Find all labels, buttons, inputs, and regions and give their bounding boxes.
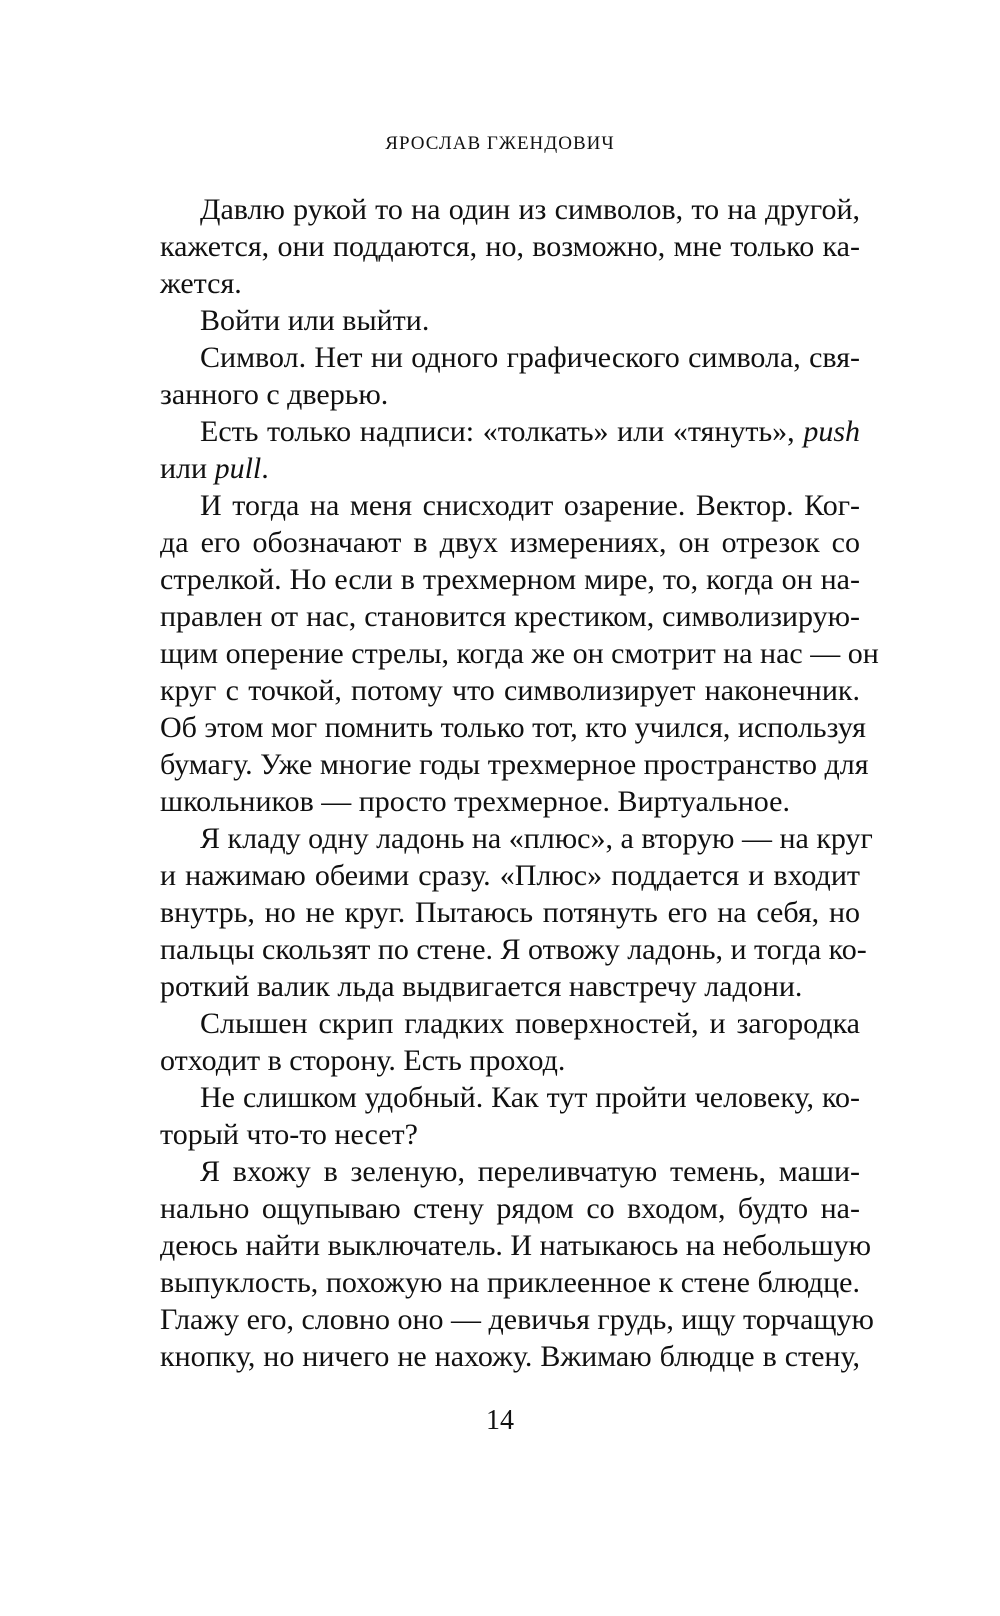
text-line: кажется, они поддаются, но, возможно, мне только ка- xyxy=(160,230,860,263)
text-line: кнопку, но ничего не нахожу. Вжимаю блюдце в стену, xyxy=(160,1340,860,1373)
text-line: деюсь найти выключатель. И натыкаюсь на небольшую xyxy=(160,1229,872,1262)
text-line: И тогда на меня снисходит озарение. Вектор. Ког- xyxy=(200,489,860,522)
text-line: да его обозначают в двух измерениях, он отрезок со xyxy=(160,526,860,559)
text-line: бумагу. Уже многие годы трехмерное пространство для xyxy=(160,748,869,781)
text-line: занного с дверью. xyxy=(160,378,389,411)
text-line: Символ. Нет ни одного графического символа, свя- xyxy=(200,341,860,374)
text-line: внутрь, но не круг. Пытаюсь потянуть его на себя, но xyxy=(160,896,860,929)
text-line: Я кладу одну ладонь на «плюс», а вторую — на круг xyxy=(200,822,873,855)
text-line: Войти или выйти. xyxy=(200,304,430,337)
text-line: Глажу его, словно оно — девичья грудь, ищу торчащую xyxy=(160,1303,874,1336)
running-head: ЯРОСЛАВ ГЖЕНДОВИЧ xyxy=(385,133,615,154)
text-line: щим оперение стрелы, когда же он смотрит на нас — он xyxy=(160,637,879,670)
text-line: Не слишком удобный. Как тут пройти человеку, ко- xyxy=(200,1081,860,1114)
text-line: нально ощупываю стену рядом со входом, будто на- xyxy=(160,1192,860,1225)
text-line: и нажимаю обеими сразу. «Плюс» поддается и входит xyxy=(160,859,860,892)
text-line: круг с точкой, потому что символизирует наконечник. xyxy=(160,674,860,707)
page-number: 14 xyxy=(486,1405,514,1436)
text-line: жется. xyxy=(160,267,242,300)
text-line: или pull. xyxy=(160,452,269,485)
text-line: пальцы скользят по стене. Я отвожу ладонь, и тогда ко- xyxy=(160,933,867,966)
text-line: Я вхожу в зеленую, переливчатую темень, маши- xyxy=(200,1155,860,1188)
text-line: торый что-то несет? xyxy=(160,1118,418,1151)
body-text xyxy=(160,191,879,1375)
text-line: школьников — просто трехмерное. Виртуальное. xyxy=(160,785,790,818)
text-line: выпуклость, похожую на приклеенное к стене блюдце. xyxy=(160,1266,860,1299)
text-line: роткий валик льда выдвигается навстречу ладони. xyxy=(160,970,803,1003)
text-line: Есть только надписи: «толкать» или «тянуть», push xyxy=(200,415,860,448)
text-line: стрелкой. Но если в трехмерном мире, то, когда он на- xyxy=(160,563,860,596)
text-line: Давлю рукой то на один из символов, то на другой, xyxy=(200,193,860,226)
text-line: Слышен скрип гладких поверхностей, и загородка xyxy=(200,1007,860,1040)
text-line: правлен от нас, становится крестиком, символизирую- xyxy=(160,600,860,633)
text-line: отходит в сторону. Есть проход. xyxy=(160,1044,566,1077)
text-line: Об этом мог помнить только тот, кто учился, используя xyxy=(160,711,866,744)
